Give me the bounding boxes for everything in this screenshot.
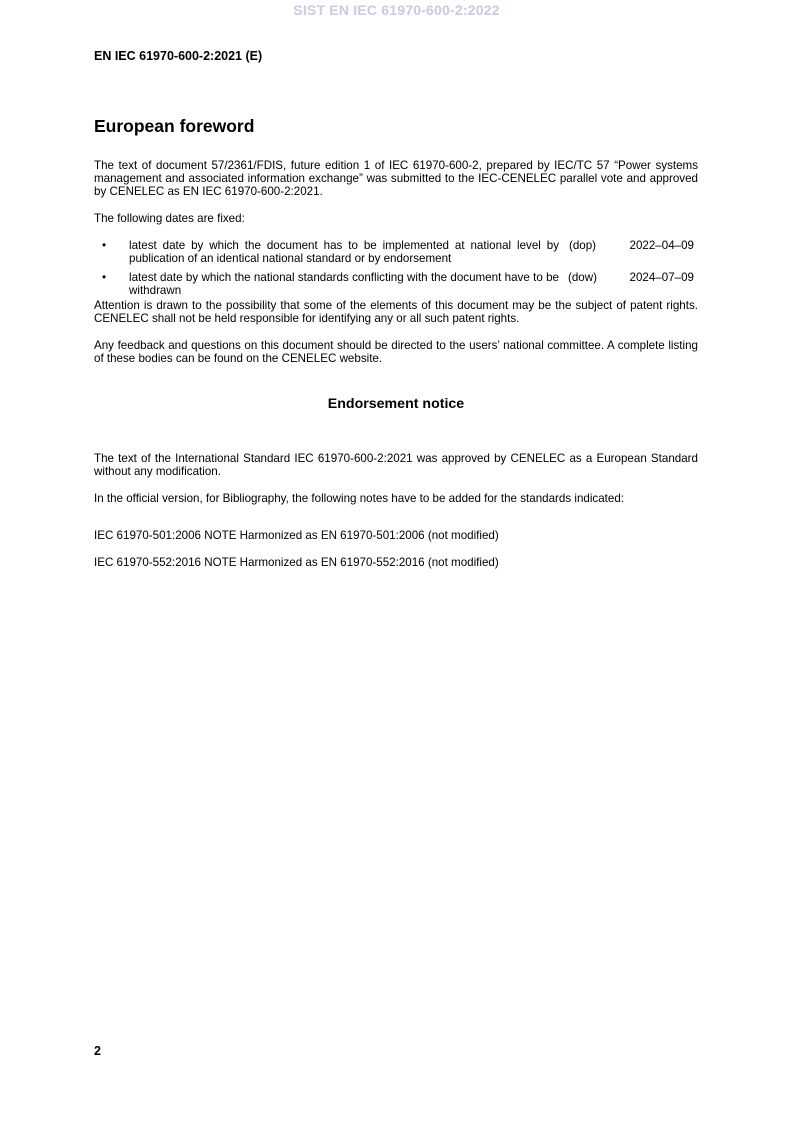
date-item-text: latest date by which the national standards conflicting with the document have to be withdrawn — [129, 271, 559, 297]
date-item-dow — [94, 271, 698, 297]
patent-notice: Attention is drawn to the possibility that some of the elements of this document may be the subject of patent rights. CENELEC shall not be held responsible for identifying any or all such patent rights. — [94, 299, 698, 325]
date-item-text: latest date by which the document has to be implemented at national level by publication of an identical national standard or by endorsement — [129, 239, 559, 265]
date-item-dop — [94, 239, 698, 265]
date-item-date: 2022–04–09 — [629, 239, 694, 252]
foreword-title: European foreword — [94, 116, 255, 136]
endorsement-title: Endorsement notice — [327, 396, 465, 412]
watermark: SIST EN IEC 61970-600-2:2022 — [293, 2, 500, 18]
foreword-intro: The text of document 57/2361/FDIS, future edition 1 of IEC 61970-600-2, prepared by IEC/TC 57 “Power systems management and associated information exchange” was submitted to the IEC-CENELEC parallel vote and approved by CENELEC as EN IEC 61970-600-2:2021. — [94, 159, 698, 198]
bullet: • — [102, 271, 107, 284]
endorsement-text: The text of the International Standard IEC 61970-600-2:2021 was approved by CENELEC as a European Standard without any modification. — [94, 452, 698, 478]
page-number: 2 — [94, 1044, 101, 1058]
bullet: • — [102, 239, 107, 252]
dates-intro: The following dates are fixed: — [94, 212, 245, 225]
bibliography-note: IEC 61970-501:2006 NOTE Harmonized as EN 61970-501:2006 (not modified) — [94, 529, 499, 542]
date-item-abbr: (dop) — [568, 239, 597, 252]
feedback-notice: Any feedback and questions on this document should be directed to the users’ national committee. A complete listing of these bodies can be found on the CENELEC website. — [94, 339, 698, 365]
date-item-date: 2024–07–09 — [629, 271, 694, 284]
dates-list — [94, 239, 698, 297]
running-header: EN IEC 61970-600-2:2021 (E) — [94, 49, 263, 63]
page-content — [94, 115, 698, 583]
date-item-abbr: (dow) — [568, 271, 597, 284]
bibliography-note: IEC 61970-552:2016 NOTE Harmonized as EN 61970-552:2016 (not modified) — [94, 556, 499, 569]
bibliography-intro: In the official version, for Bibliography, the following notes have to be added for the standards indicated: — [94, 492, 624, 505]
